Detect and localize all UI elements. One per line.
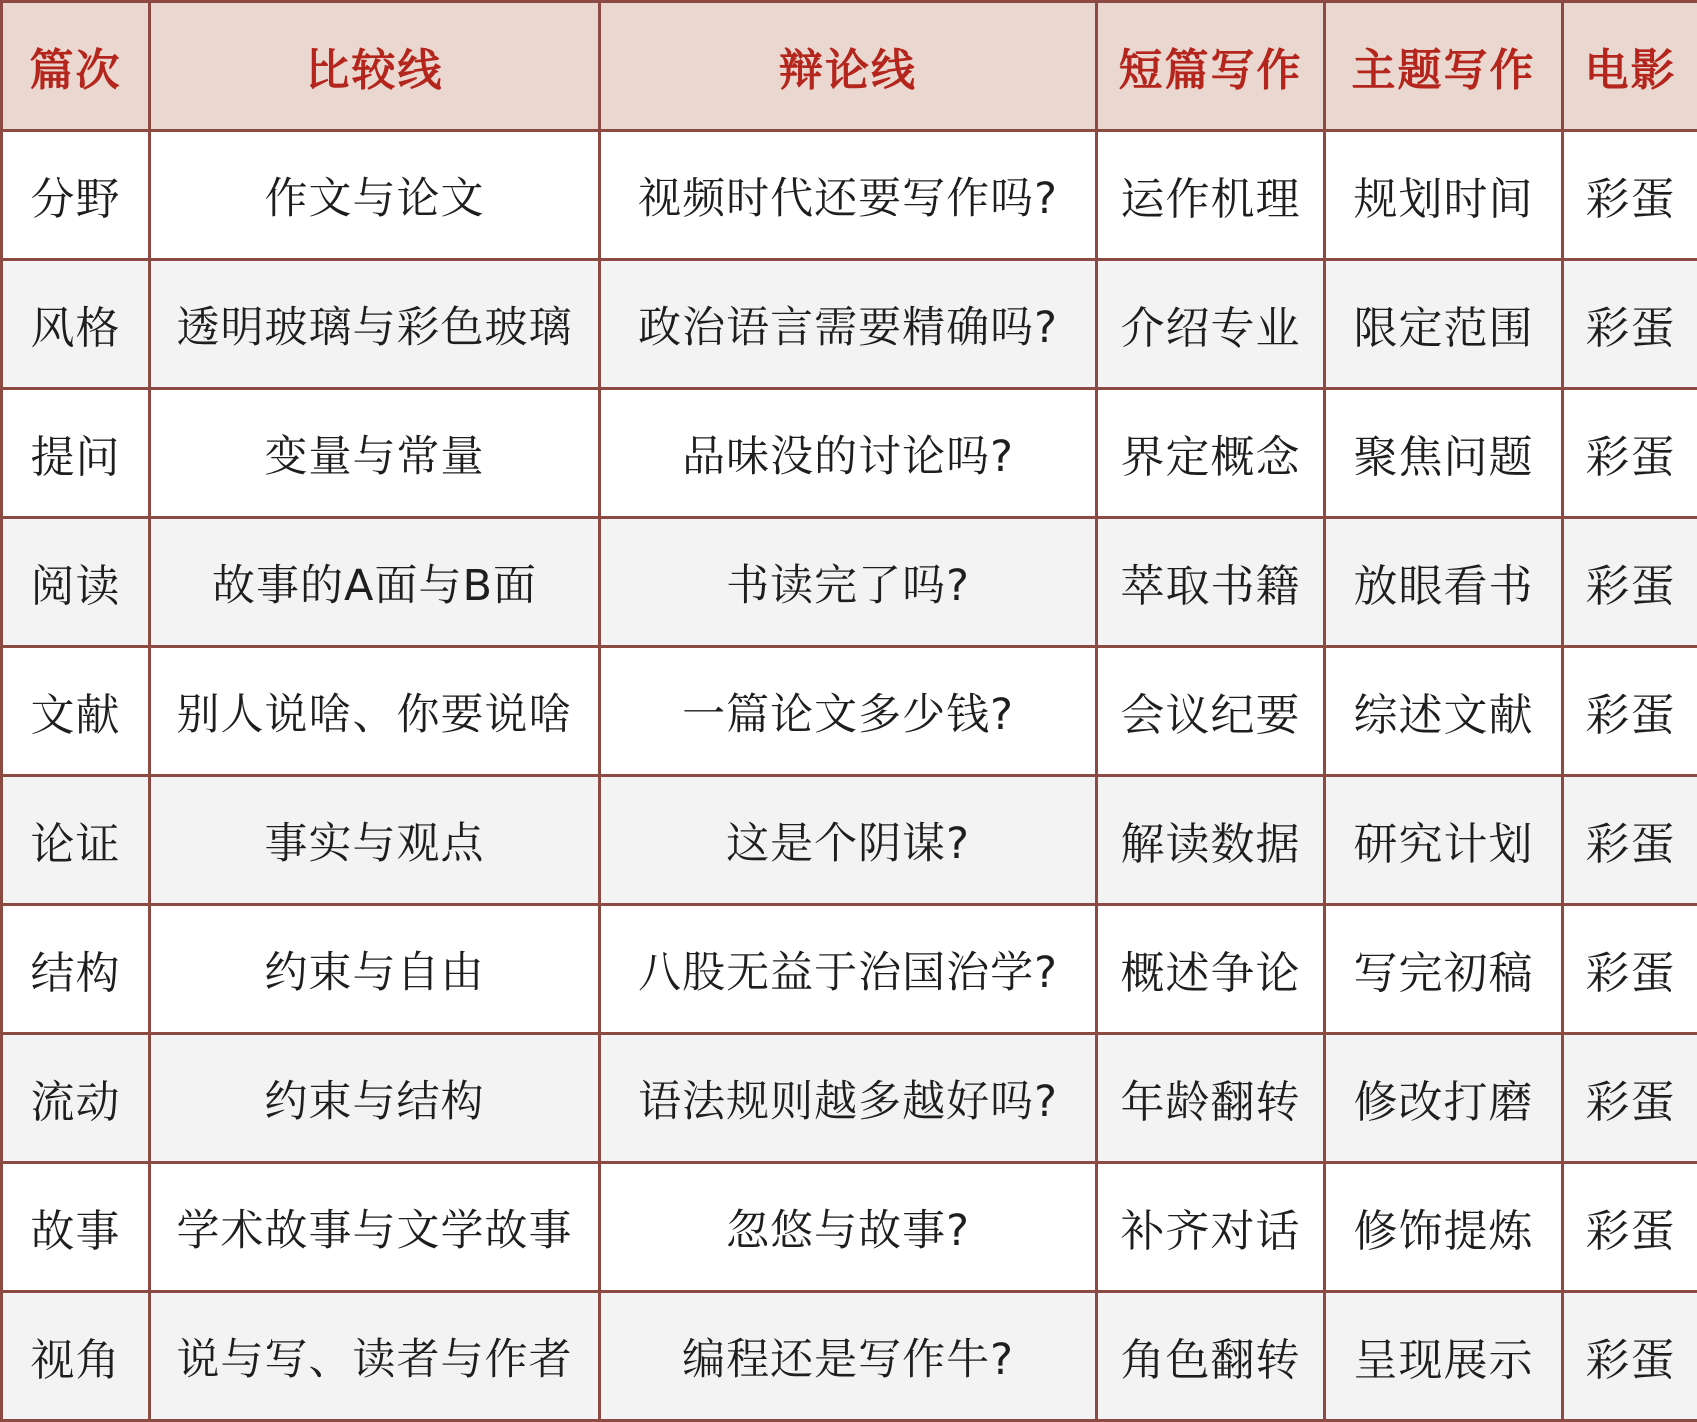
cell-comparison: 作文与论文 (150, 131, 600, 260)
cell-comparison: 说与写、读者与作者 (150, 1292, 600, 1421)
header-comparison-line: 比较线 (150, 2, 600, 131)
cell-movie: 彩蛋 (1563, 647, 1697, 776)
header-movie: 电影 (1563, 2, 1697, 131)
cell-debate: 编程还是写作牛? (600, 1292, 1097, 1421)
table-header (2, 2, 1697, 131)
cell-movie: 彩蛋 (1563, 776, 1697, 905)
cell-theme-writing: 呈现展示 (1325, 1292, 1563, 1421)
header-short-writing: 短篇写作 (1097, 2, 1325, 131)
cell-theme-writing: 修饰提炼 (1325, 1163, 1563, 1292)
cell-debate: 忽悠与故事? (600, 1163, 1097, 1292)
cell-theme-writing: 修改打磨 (1325, 1034, 1563, 1163)
table-body (2, 131, 1697, 1421)
cell-movie: 彩蛋 (1563, 131, 1697, 260)
cell-short-writing: 年龄翻转 (1097, 1034, 1325, 1163)
cell-chapter: 流动 (2, 1034, 150, 1163)
cell-debate: 政治语言需要精确吗? (600, 260, 1097, 389)
header-row (2, 2, 1697, 131)
cell-theme-writing: 聚焦问题 (1325, 389, 1563, 518)
cell-comparison: 约束与结构 (150, 1034, 600, 1163)
cell-theme-writing: 限定范围 (1325, 260, 1563, 389)
table-row (2, 647, 1697, 776)
table-row (2, 1163, 1697, 1292)
cell-short-writing: 界定概念 (1097, 389, 1325, 518)
cell-theme-writing: 综述文献 (1325, 647, 1563, 776)
table-row (2, 1034, 1697, 1163)
cell-chapter: 提问 (2, 389, 150, 518)
header-debate-line: 辩论线 (600, 2, 1097, 131)
cell-debate: 语法规则越多越好吗? (600, 1034, 1097, 1163)
cell-short-writing: 解读数据 (1097, 776, 1325, 905)
cell-debate: 一篇论文多少钱? (600, 647, 1097, 776)
table-row (2, 518, 1697, 647)
cell-chapter: 视角 (2, 1292, 150, 1421)
cell-chapter: 文献 (2, 647, 150, 776)
cell-chapter: 故事 (2, 1163, 150, 1292)
cell-chapter: 分野 (2, 131, 150, 260)
cell-movie: 彩蛋 (1563, 1163, 1697, 1292)
header-chapter: 篇次 (2, 2, 150, 131)
table-row (2, 389, 1697, 518)
cell-movie: 彩蛋 (1563, 260, 1697, 389)
cell-short-writing: 角色翻转 (1097, 1292, 1325, 1421)
cell-chapter: 论证 (2, 776, 150, 905)
table-row (2, 1292, 1697, 1421)
cell-theme-writing: 写完初稿 (1325, 905, 1563, 1034)
cell-short-writing: 运作机理 (1097, 131, 1325, 260)
cell-comparison: 约束与自由 (150, 905, 600, 1034)
cell-chapter: 风格 (2, 260, 150, 389)
table-row (2, 260, 1697, 389)
cell-theme-writing: 规划时间 (1325, 131, 1563, 260)
cell-comparison: 透明玻璃与彩色玻璃 (150, 260, 600, 389)
header-theme-writing: 主题写作 (1325, 2, 1563, 131)
cell-short-writing: 介绍专业 (1097, 260, 1325, 389)
cell-short-writing: 补齐对话 (1097, 1163, 1325, 1292)
cell-short-writing: 萃取书籍 (1097, 518, 1325, 647)
cell-movie: 彩蛋 (1563, 1292, 1697, 1421)
table-row (2, 905, 1697, 1034)
cell-movie: 彩蛋 (1563, 1034, 1697, 1163)
table-row (2, 776, 1697, 905)
cell-debate: 书读完了吗? (600, 518, 1097, 647)
cell-comparison: 学术故事与文学故事 (150, 1163, 600, 1292)
cell-debate: 这是个阴谋? (600, 776, 1097, 905)
cell-comparison: 变量与常量 (150, 389, 600, 518)
cell-debate: 品味没的讨论吗? (600, 389, 1097, 518)
cell-short-writing: 会议纪要 (1097, 647, 1325, 776)
cell-comparison: 事实与观点 (150, 776, 600, 905)
cell-short-writing: 概述争论 (1097, 905, 1325, 1034)
cell-theme-writing: 放眼看书 (1325, 518, 1563, 647)
cell-debate: 八股无益于治国治学? (600, 905, 1097, 1034)
cell-debate: 视频时代还要写作吗? (600, 131, 1097, 260)
table-row (2, 131, 1697, 260)
cell-movie: 彩蛋 (1563, 389, 1697, 518)
cell-movie: 彩蛋 (1563, 905, 1697, 1034)
cell-comparison: 故事的A面与B面 (150, 518, 600, 647)
cell-theme-writing: 研究计划 (1325, 776, 1563, 905)
cell-chapter: 结构 (2, 905, 150, 1034)
cell-comparison: 别人说啥、你要说啥 (150, 647, 600, 776)
cell-movie: 彩蛋 (1563, 518, 1697, 647)
cell-chapter: 阅读 (2, 518, 150, 647)
